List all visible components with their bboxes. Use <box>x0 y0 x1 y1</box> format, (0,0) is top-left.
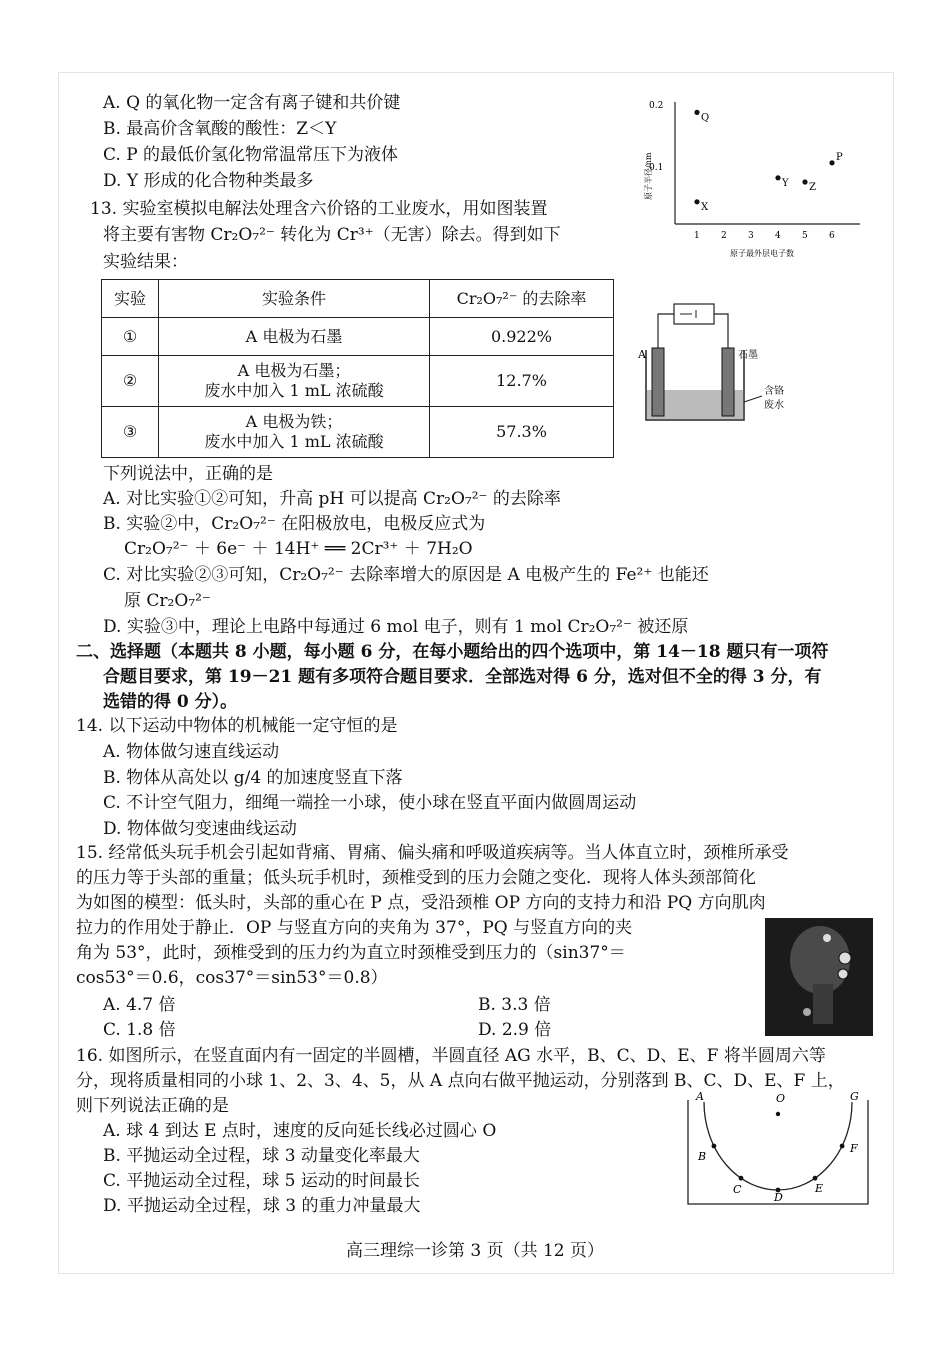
label-waste-1: 含铬 <box>764 386 784 397</box>
q13-option-d: D. 实验③中，理论上电路中每通过 6 mol 电子，则有 1 mol Cr₂O₇²⁻ 被还原 <box>103 617 689 637</box>
table-row <box>102 318 614 356</box>
section2-line-2: 合题目要求，第 19－21 题有多项符合题目要求．全部选对得 6 分，选对但不全的得 3 分，有 <box>103 667 822 687</box>
q16-option-a: A. 球 4 到达 E 点时，速度的反向延长线必过圆心 O <box>103 1121 497 1141</box>
electrode-graphite <box>722 348 734 416</box>
x-axis-label: 原子最外层电子数 <box>730 249 794 258</box>
groove-point <box>712 1144 717 1149</box>
q14-option-b: B. 物体从高处以 g/4 的加速度竖直下落 <box>103 768 403 788</box>
q15-line-6: cos53°＝0.6，cos37°＝sin53°＝0.8） <box>76 968 388 988</box>
x-tick-label: 4 <box>775 231 781 241</box>
q13-option-c: C. 对比实验②③可知，Cr₂O₇²⁻ 去除率增大的原因是 A 电极产生的 Fe²⁺ 也能还 <box>103 565 709 585</box>
section2-line-3: 选错的得 0 分）。 <box>103 692 238 712</box>
point-p <box>829 160 834 165</box>
y-tick-02: 0.2 <box>649 101 664 111</box>
groove-point <box>813 1176 818 1181</box>
electrode-a <box>652 348 664 416</box>
q14-option-d: D. 物体做匀变速曲线运动 <box>103 819 297 839</box>
x-tick-label: 1 <box>694 231 700 241</box>
table-row <box>102 407 614 458</box>
point-y <box>775 175 780 180</box>
cond-line: A 电极为石墨； <box>237 361 351 380</box>
table-cell: 57.3% <box>430 407 614 458</box>
label-d: D <box>774 1191 783 1204</box>
table-row <box>102 356 614 407</box>
point-label: X <box>701 201 709 213</box>
q13-stem-3: 实验结果： <box>103 252 188 272</box>
q13-stem-1: 13. 实验室模拟电解法处理含六价铬的工业废水，用如图装置 <box>90 199 548 219</box>
q14-option-c: C. 不计空气阻力，细绳一端拴一小球，使小球在竖直平面内做圆周运动 <box>103 793 637 813</box>
y-tick-01: 0.1 <box>649 163 664 173</box>
label-o: O <box>776 1092 786 1105</box>
table-cell: ① <box>102 318 159 356</box>
q15-option-c: C. 1.8 倍 <box>103 1020 176 1040</box>
q15-option-a: A. 4.7 倍 <box>103 995 176 1015</box>
point-label: Z <box>809 182 816 193</box>
section2-line-1: 二、选择题（本题共 8 小题，每小题 6 分，在每小题给出的四个选项中，第 14－18 题只有一项符 <box>76 642 829 662</box>
label-g: G <box>850 1090 859 1103</box>
label-a: A <box>696 1090 704 1103</box>
q13-lead: 下列说法中，正确的是 <box>103 464 273 484</box>
q14-stem: 14. 以下运动中物体的机械能一定守恒的是 <box>76 716 398 736</box>
q16-line-2: 分，现将质量相同的小球 1、2、3、4、5，从 A 点向右做平抛运动，分别落到 B、C、D、E、F 上， <box>76 1071 845 1091</box>
q15-option-d: D. 2.9 倍 <box>478 1020 552 1040</box>
x-tick-label: 3 <box>748 231 754 241</box>
q14-option-a: A. 物体做匀速直线运动 <box>103 742 280 762</box>
q12-option-c: C. P 的最低价氢化物常温常压下为液体 <box>103 145 399 165</box>
label-waste-2: 废水 <box>764 400 784 411</box>
q13-stem-2: 将主要有害物 Cr₂O₇²⁻ 转化为 Cr³⁺（无害）除去。得到如下 <box>103 225 561 245</box>
table-cell <box>159 356 430 407</box>
q15-line-4: 拉力的作用处于静止．OP 与竖直方向的夹角为 37°，PQ 与竖直方向的夹 <box>76 918 633 938</box>
x-tick-label: 2 <box>721 231 727 241</box>
q12-option-b: B. 最高价含氧酸的酸性：Z＜Y <box>103 119 337 139</box>
q12-option-a: A. Q 的氧化物一定含有离子键和共价键 <box>103 93 401 113</box>
label-graphite: 石墨 <box>738 350 758 361</box>
label-a: A <box>638 348 646 361</box>
point-label: P <box>836 151 843 163</box>
table-cell <box>159 407 430 458</box>
table-header: 实验 <box>102 280 159 318</box>
label-c: C <box>733 1183 742 1196</box>
point-q <box>694 110 699 115</box>
q16-option-b: B. 平抛运动全过程，球 3 动量变化率最大 <box>103 1146 420 1166</box>
q12-scatter-chart <box>635 92 875 262</box>
point-x <box>694 199 699 204</box>
groove-point <box>840 1144 845 1149</box>
q13-option-b: B. 实验②中，Cr₂O₇²⁻ 在阳极放电，电极反应式为 <box>103 514 486 534</box>
cond-line: A 电极为石墨 <box>245 326 343 346</box>
table-header: Cr₂O₇²⁻ 的去除率 <box>430 280 614 318</box>
y-axis-label: 原子半径/nm <box>644 152 653 200</box>
q15-option-b: B. 3.3 倍 <box>478 995 551 1015</box>
q15-line-1: 15. 经常低头玩手机会引起如背痛、胃痛、偏头痛和呼吸道疾病等。当人体直立时，颈椎所承受 <box>76 843 789 863</box>
table-header: 实验条件 <box>159 280 430 318</box>
semicircle-groove-figure <box>682 1090 877 1210</box>
q16-option-c: C. 平抛运动全过程，球 5 运动的时间最长 <box>103 1171 420 1191</box>
cond-line: A 电极为铁； <box>245 412 343 431</box>
q15-line-5: 角为 53°，此时，颈椎受到的压力约为直立时颈椎受到压力的（sin37°＝ <box>76 943 626 963</box>
label-e: E <box>815 1182 824 1195</box>
point-z <box>802 179 807 184</box>
q16-line-1: 16. 如图所示，在竖直面内有一固定的半圆槽，半圆直径 AG 水平，B、C、D、E、F 将半圆周六等 <box>76 1046 826 1066</box>
table-cell: ③ <box>102 407 159 458</box>
q13-option-a: A. 对比实验①②可知，升高 pH 可以提高 Cr₂O₇²⁻ 的去除率 <box>103 489 561 509</box>
cond-line: 废水中加入 1 mL 浓硫酸 <box>204 432 384 451</box>
label-b: B <box>698 1150 707 1163</box>
point-label: Y <box>782 177 789 189</box>
table-cell: 0.922% <box>430 318 614 356</box>
electrolysis-apparatus <box>636 298 811 433</box>
page-footer: 高三理综一诊第 3 页（共 12 页） <box>345 1241 605 1261</box>
q12-option-d: D. Y 形成的化合物种类最多 <box>103 171 314 191</box>
table-cell <box>159 318 430 356</box>
q13-option-c-cont: 原 Cr₂O₇²⁻ <box>124 591 211 611</box>
label-f: F <box>850 1142 858 1155</box>
q15-line-3: 为如图的模型：低头时，头部的重心在 P 点，受沿颈椎 OP 方向的支持力和沿 PQ 方向肌肉 <box>76 893 766 913</box>
q16-option-d: D. 平抛运动全过程，球 3 的重力冲量最大 <box>103 1196 421 1216</box>
q13-equation: Cr₂O₇²⁻ ＋ 6e⁻ ＋ 14H⁺ ══ 2Cr³⁺ ＋ 7H₂O <box>124 539 473 559</box>
x-tick-label: 6 <box>829 231 835 241</box>
table-cell: 12.7% <box>430 356 614 407</box>
groove-point <box>739 1176 744 1181</box>
point-label: Q <box>701 112 710 124</box>
center-point-o <box>776 1112 780 1116</box>
q13-results-table <box>101 279 614 458</box>
q16-line-3: 则下列说法正确的是 <box>76 1096 229 1116</box>
x-tick-label: 5 <box>802 231 808 241</box>
q15-line-2: 的压力等于头部的重量；低头玩手机时，颈椎受到的压力会随之变化．现将人体头颈部简化 <box>76 868 756 888</box>
table-cell: ② <box>102 356 159 407</box>
head-neck-photo <box>765 918 873 1036</box>
cond-line: 废水中加入 1 mL 浓硫酸 <box>204 381 384 400</box>
